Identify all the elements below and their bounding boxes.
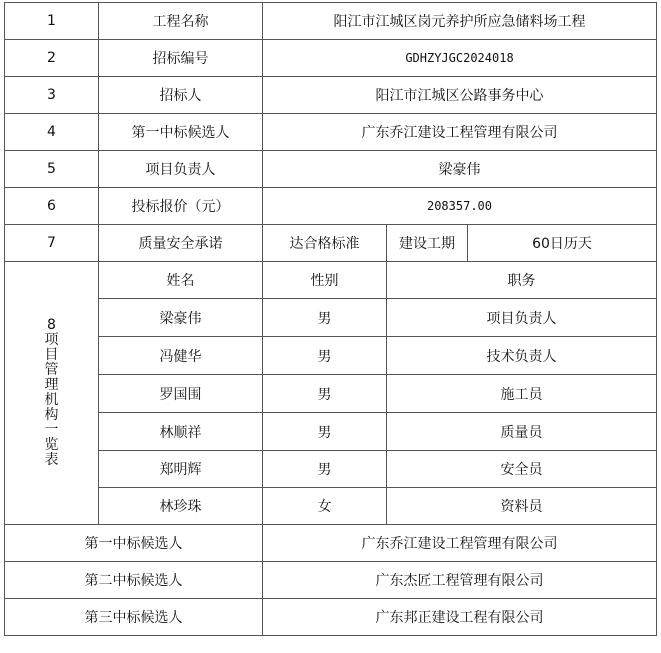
staff-section-title-text: 8项目管理机构一览表 [44, 317, 59, 468]
staff-gender: 男 [263, 375, 387, 413]
field-label: 投标报价（元） [99, 188, 263, 225]
period-value: 60日历天 [468, 225, 657, 262]
staff-row [5, 375, 657, 413]
staff-name: 郑明辉 [99, 451, 263, 488]
candidate-label: 第一中标候选人 [5, 525, 263, 562]
staff-row [5, 337, 657, 375]
staff-gender: 男 [263, 451, 387, 488]
staff-section-title [5, 262, 99, 525]
staff-role: 质量员 [387, 413, 657, 451]
field-label: 招标人 [99, 77, 263, 114]
field-label: 项目负责人 [99, 151, 263, 188]
staff-role: 安全员 [387, 451, 657, 488]
candidate-label: 第三中标候选人 [5, 599, 263, 636]
field-label: 招标编号 [99, 40, 263, 77]
row-number: 4 [5, 114, 99, 151]
header-role: 职务 [387, 262, 657, 299]
staff-row [5, 413, 657, 451]
field-label: 质量安全承诺 [99, 225, 263, 262]
row-number: 2 [5, 40, 99, 77]
candidate-row-third [5, 599, 657, 636]
candidate-row-first [5, 525, 657, 562]
field-label: 第一中标候选人 [99, 114, 263, 151]
staff-gender: 男 [263, 337, 387, 375]
staff-name: 林顺祥 [99, 413, 263, 451]
row-tender-number [5, 40, 657, 77]
candidate-label: 第二中标候选人 [5, 562, 263, 599]
period-label: 建设工期 [387, 225, 468, 262]
field-value: 208357.00 [263, 188, 657, 225]
staff-gender: 男 [263, 299, 387, 337]
field-value: 广东乔江建设工程管理有限公司 [263, 114, 657, 151]
staff-name: 梁豪伟 [99, 299, 263, 337]
field-value: 阳江市江城区岗元养护所应急储料场工程 [263, 3, 657, 40]
candidate-value: 广东乔江建设工程管理有限公司 [263, 525, 657, 562]
candidate-value: 广东邦正建设工程有限公司 [263, 599, 657, 636]
field-value: 达合格标准 [263, 225, 387, 262]
row-number: 1 [5, 3, 99, 40]
row-number: 5 [5, 151, 99, 188]
staff-role: 施工员 [387, 375, 657, 413]
staff-row [5, 299, 657, 337]
field-value: GDHZYJGC2024018 [263, 40, 657, 77]
bid-result-table [4, 2, 657, 636]
row-project-manager [5, 151, 657, 188]
staff-name: 罗国围 [99, 375, 263, 413]
row-number: 3 [5, 77, 99, 114]
field-value: 梁豪伟 [263, 151, 657, 188]
staff-gender: 男 [263, 413, 387, 451]
staff-name: 林珍珠 [99, 488, 263, 525]
field-value: 阳江市江城区公路事务中心 [263, 77, 657, 114]
row-first-candidate [5, 114, 657, 151]
row-tenderer [5, 77, 657, 114]
staff-header-row [5, 262, 657, 299]
row-bid-price [5, 188, 657, 225]
staff-row [5, 451, 657, 488]
field-label: 工程名称 [99, 3, 263, 40]
row-number: 6 [5, 188, 99, 225]
row-quality-commitment [5, 225, 657, 262]
candidate-row-second [5, 562, 657, 599]
staff-row [5, 488, 657, 525]
staff-name: 冯健华 [99, 337, 263, 375]
staff-role: 项目负责人 [387, 299, 657, 337]
header-name: 姓名 [99, 262, 263, 299]
header-gender: 性别 [263, 262, 387, 299]
staff-gender: 女 [263, 488, 387, 525]
candidate-value: 广东杰匠工程管理有限公司 [263, 562, 657, 599]
staff-role: 资料员 [387, 488, 657, 525]
row-number: 7 [5, 225, 99, 262]
staff-role: 技术负责人 [387, 337, 657, 375]
row-project-name [5, 3, 657, 40]
